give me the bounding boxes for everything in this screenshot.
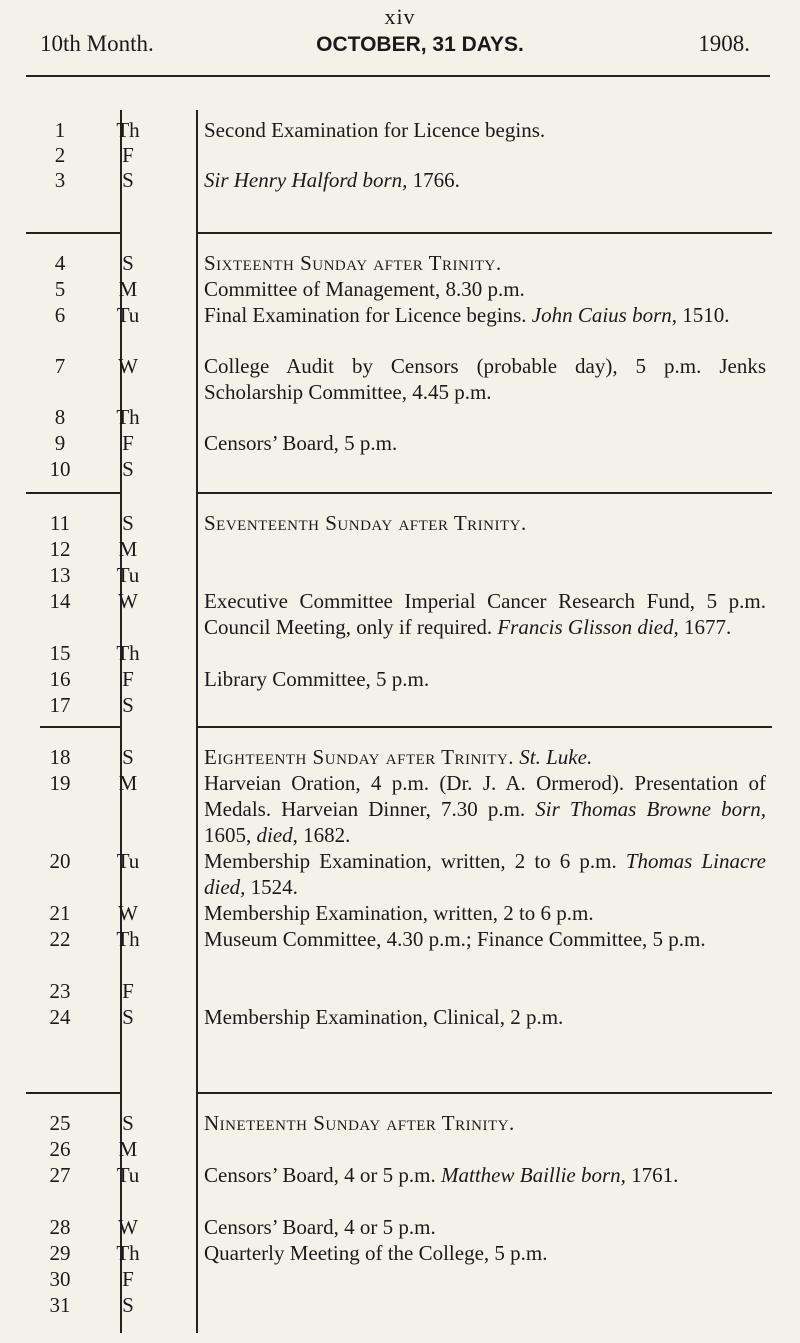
day-number: 4 bbox=[54, 251, 66, 275]
weekday: Tu bbox=[116, 849, 140, 873]
sunday-heading: Eighteenth Sunday after Trinity. bbox=[204, 745, 515, 769]
weekday: S bbox=[122, 1293, 134, 1317]
day-number: 23 bbox=[49, 979, 71, 1003]
week-rule bbox=[40, 726, 120, 728]
sunday-heading: Seventeenth Sunday after Trinity. bbox=[204, 511, 527, 535]
day-number: 22 bbox=[49, 927, 71, 951]
day-number: 6 bbox=[54, 303, 66, 327]
day-number: 11 bbox=[49, 511, 71, 535]
event-entry bbox=[204, 926, 766, 952]
week-rule bbox=[196, 1092, 772, 1094]
weekday: S bbox=[122, 511, 134, 535]
weekday: F bbox=[122, 431, 134, 455]
event-text: Censors’ Board, 5 p.m. bbox=[204, 431, 398, 455]
day-number: 29 bbox=[49, 1241, 71, 1265]
event-text: 1677. bbox=[678, 615, 732, 639]
month-number: 10th Month. bbox=[40, 31, 154, 56]
event-text: Censors’ Board, 4 or 5 p.m. bbox=[204, 1163, 441, 1187]
page-folio: xiv bbox=[384, 4, 416, 29]
event-text: Censors’ Board, 4 or 5 p.m. bbox=[204, 1215, 436, 1239]
week-rule bbox=[26, 492, 120, 494]
weekday: Tu bbox=[116, 1163, 140, 1187]
month-title: OCTOBER, 31 DAYS. bbox=[316, 33, 524, 56]
event-entry bbox=[204, 666, 766, 692]
day-number: 31 bbox=[49, 1293, 71, 1317]
weekday: M bbox=[118, 277, 138, 301]
event-entry bbox=[204, 250, 766, 276]
event-text: Committee of Management, 8.30 p.m. bbox=[204, 277, 525, 301]
weekday: Th bbox=[116, 1241, 140, 1265]
day-number: 14 bbox=[49, 589, 71, 613]
sunday-heading: Nineteenth Sunday after Trinity. bbox=[204, 1111, 515, 1135]
day-number: 25 bbox=[49, 1111, 71, 1135]
day-number: 20 bbox=[49, 849, 71, 873]
event-text: 1510. bbox=[677, 303, 730, 327]
event-entry bbox=[204, 430, 766, 456]
day-number: 1 bbox=[54, 118, 66, 142]
weekday: M bbox=[118, 771, 138, 795]
day-number: 18 bbox=[49, 745, 71, 769]
sunday-heading: Sixteenth Sunday after Trinity. bbox=[204, 251, 502, 275]
weekday: S bbox=[122, 1111, 134, 1135]
event-entry bbox=[204, 117, 766, 143]
day-number: 13 bbox=[49, 563, 71, 587]
event-entry bbox=[204, 1162, 766, 1188]
day-number: 27 bbox=[49, 1163, 71, 1187]
event-text: 1766. bbox=[407, 168, 460, 192]
event-italic: Matthew Baillie born, bbox=[441, 1163, 626, 1187]
day-number: 16 bbox=[49, 667, 71, 691]
event-italic: St. Luke. bbox=[514, 745, 593, 769]
event-entry bbox=[204, 302, 766, 328]
event-text: 1761. bbox=[625, 1163, 679, 1187]
event-entry bbox=[204, 744, 766, 770]
day-number: 30 bbox=[49, 1267, 71, 1291]
event-text: 1605, bbox=[204, 823, 257, 847]
event-text: Membership Examination, Clinical, 2 p.m. bbox=[204, 1005, 564, 1029]
event-text: Second Examination for Licence begins. bbox=[204, 118, 546, 142]
event-entry bbox=[204, 900, 766, 926]
weekday: W bbox=[118, 354, 138, 378]
event-entry bbox=[204, 353, 766, 405]
event-text: Museum Committee, 4.30 p.m.; Finance Committee, 5 p.m. bbox=[204, 927, 706, 951]
event-entry bbox=[204, 1240, 766, 1266]
day-number: 21 bbox=[49, 901, 71, 925]
event-entry bbox=[204, 588, 766, 640]
event-text: Final Examination for Licence begins. bbox=[204, 303, 532, 327]
column-rule-2 bbox=[196, 110, 198, 1333]
event-text: Harveian Oration, 4 p.m. (Dr. J. A. Ormerod). Presentation of Medals. Harveian Dinner, 7.30 p.m. bbox=[204, 771, 766, 821]
year: 1908. bbox=[698, 31, 750, 56]
day-number: 24 bbox=[49, 1005, 71, 1029]
weekday: Th bbox=[116, 405, 140, 429]
day-number: 5 bbox=[54, 277, 66, 301]
header-rule bbox=[26, 75, 770, 77]
event-text: Membership Examination, written, 2 to 6 p.m. bbox=[204, 849, 626, 873]
week-rule bbox=[196, 232, 772, 234]
day-number: 26 bbox=[49, 1137, 71, 1161]
week-rule bbox=[196, 726, 772, 728]
event-italic: Thomas Linacre died, bbox=[204, 849, 766, 899]
event-italic: Sir Thomas Browne born, bbox=[535, 797, 766, 821]
event-entry bbox=[204, 770, 766, 848]
weekday: S bbox=[122, 1005, 134, 1029]
weekday: Th bbox=[116, 118, 140, 142]
event-text: Membership Examination, written, 2 to 6 p.m. bbox=[204, 901, 594, 925]
weekday: F bbox=[122, 143, 134, 167]
event-text: 1524. bbox=[245, 875, 298, 899]
day-number: 28 bbox=[49, 1215, 71, 1239]
event-entry bbox=[204, 276, 766, 302]
weekday: S bbox=[122, 168, 134, 192]
day-number: 19 bbox=[49, 771, 71, 795]
day-number: 9 bbox=[54, 431, 66, 455]
event-italic: John Caius born, bbox=[531, 303, 678, 327]
day-number: 3 bbox=[54, 168, 66, 192]
day-number: 10 bbox=[49, 457, 71, 481]
weekday: F bbox=[122, 979, 134, 1003]
event-text: 1682. bbox=[297, 823, 351, 847]
event-text: Quarterly Meeting of the College, 5 p.m. bbox=[204, 1241, 548, 1265]
event-entry bbox=[204, 1004, 766, 1030]
event-italic: Francis Glisson died, bbox=[497, 615, 679, 639]
weekday: M bbox=[118, 1137, 138, 1161]
event-entry bbox=[204, 510, 766, 536]
day-number: 8 bbox=[54, 405, 66, 429]
weekday: Th bbox=[116, 927, 140, 951]
event-italic: died, bbox=[256, 823, 298, 847]
week-rule bbox=[196, 492, 772, 494]
day-number: 12 bbox=[49, 537, 71, 561]
weekday: S bbox=[122, 745, 134, 769]
weekday: W bbox=[118, 901, 138, 925]
weekday: S bbox=[122, 693, 134, 717]
event-text: College Audit by Censors (probable day), 5 p.m. Jenks Scholarship Committee, 4.45 p.m. bbox=[204, 354, 766, 404]
week-rule bbox=[26, 232, 120, 234]
event-text: Executive Committee Imperial Cancer Research Fund, 5 p.m. Council Meeting, only if required. bbox=[204, 589, 766, 639]
weekday: Th bbox=[116, 641, 140, 665]
weekday: Tu bbox=[116, 563, 140, 587]
weekday: M bbox=[118, 537, 138, 561]
event-text: Library Committee, 5 p.m. bbox=[204, 667, 430, 691]
weekday: W bbox=[118, 589, 138, 613]
weekday: W bbox=[118, 1215, 138, 1239]
weekday: S bbox=[122, 251, 134, 275]
week-rule bbox=[26, 1092, 120, 1094]
event-entry bbox=[204, 1214, 766, 1240]
event-entry bbox=[204, 848, 766, 900]
day-number: 7 bbox=[54, 354, 66, 378]
weekday: F bbox=[122, 1267, 134, 1291]
weekday: Tu bbox=[116, 303, 140, 327]
weekday: F bbox=[122, 667, 134, 691]
event-italic: Sir Henry Halford born, bbox=[204, 168, 408, 192]
event-entry bbox=[204, 1110, 766, 1136]
day-number: 17 bbox=[49, 693, 71, 717]
event-entry bbox=[204, 167, 766, 193]
day-number: 15 bbox=[49, 641, 71, 665]
weekday: S bbox=[122, 457, 134, 481]
day-number: 2 bbox=[54, 143, 66, 167]
